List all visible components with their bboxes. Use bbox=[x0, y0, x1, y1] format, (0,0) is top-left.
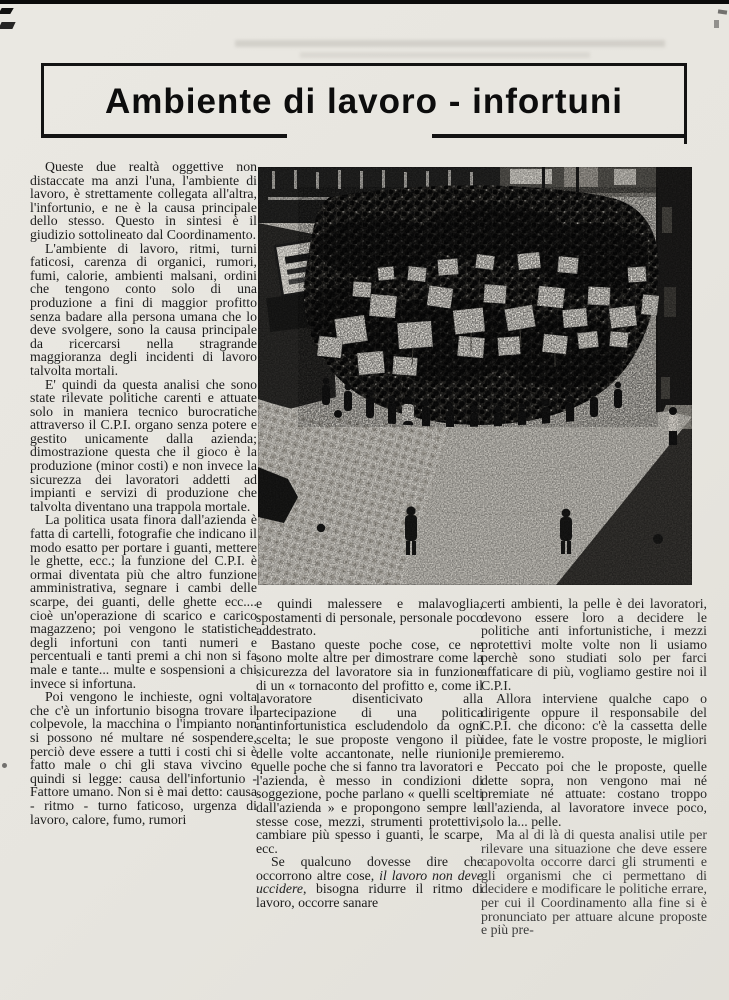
article-column-3 bbox=[481, 597, 707, 937]
scan-artifact-mark bbox=[0, 22, 16, 29]
demonstration-photo-graphic bbox=[258, 167, 692, 585]
paragraph-with-italic bbox=[256, 855, 483, 909]
paragraph: Ma al di là di questa analisi utile per rilevare una situazione che deve essere capovolta occorre darci gli strumenti e gli organismi che ci permettano di decidere e modificare le politiche errare, per cui il Coordinamento alla fine si è pronunciato per attuare alcune proposte e più pre- bbox=[481, 827, 707, 938]
paragraph: E' quindi da questa analisi che sono state rilevate politiche carenti e attuate solo in maniera tecnico burocratiche attraverso il C.P.I. organo senza potere e gestito unicamente dalla azienda; dimostrazione questa che il gioco è la produzione (minor costi) e non invece la sicurezza dei lavoratori addetti ad impianti e servizi di produzione che talvolta diventano una trappola mortale. bbox=[30, 376, 257, 514]
article-title-box bbox=[41, 63, 687, 134]
paragraph-text: Se qualcuno dovesse dire che occorrono altre cose, bbox=[256, 854, 483, 883]
title-rule-left bbox=[41, 134, 287, 138]
article-column-2 bbox=[256, 597, 483, 910]
paragraph-text: , bisogna ridurre il ritmo di lavoro, occorre sanare bbox=[256, 881, 483, 911]
paragraph: certi ambienti, la pelle è dei lavoratori, devono essere loro a decidere le politiche anti infortunistiche, i mezzi protettivi molte volte non li usiamo perchè sono studiati solo per farci affaticare di più, vogliamo gestire noi il C.P.I. bbox=[481, 596, 707, 693]
paragraph: e quindi malessere e malavoglia, spostamenti di personale, personale poco addestrato. bbox=[256, 596, 483, 639]
paragraph: La politica usata finora dall'azienda è fatta di cartelli, fotografie che indicano il modo esatto per portare i guanti, mettere le ghette, ecc.; la funzione del C.P.I. è ormai diventata più che altro funzione amministrativa, segnare i cambi delle scarpe, dei guanti, delle ghette ecc.... cioè un'operazione di scarico e carico magazzeno; poi vengono le statistiche degli infortuni con tanti numeri e percentuali e tanti premi a chi non si fa male e tante... multe e sospensioni a chi invece si infortuna. bbox=[30, 512, 257, 691]
scan-artifact-top-strip bbox=[0, 0, 729, 4]
article-column-1 bbox=[30, 160, 257, 826]
title-box-corner bbox=[684, 134, 687, 144]
paragraph: Bastano queste poche cose, ce ne sono molte altre per dimostrare come la sicurezza del lavoratore sia in funzione di un « tornaconto del profitto e, come il lavoratore disenticivato alla partecipazione di una politica antinfortunistica escludendolo da ogni scelta; le sue proposte vengono il più delle volte accantonate, nelle riunioni, quelle poche che si fanno tra lavoratori e l'azienda, è messo in condizioni di soggezione, poche parlano « quelli scelti dall'azienda » e propongono sempre le stesse cose, mezzi, strumenti protettivi, cambiare più spesso i guanti, le scarpe, ecc. bbox=[256, 636, 483, 856]
paragraph: Allora interviene qualche capo o dirigente oppure il responsabile del C.P.I. che dicono: c'è la cassetta delle idee, fate le vostre proposte, le migliori le premieremo. bbox=[481, 691, 707, 761]
paragraph: L'ambiente di lavoro, ritmi, turni faticosi, carenza di organici, rumori, fumi, calorie, ambienti malsani, ordini che tengono conto solo di una produzione a fini di maggior profitto senza badare alla persona umana che lo deve svolgere, sono la causa principale da ricercarsi nella stragrande maggioranza degli incidenti di lavoro talvolta mortali. bbox=[30, 240, 257, 378]
scan-artifact-mark bbox=[718, 9, 727, 14]
italic-phrase: il lavoro non deve uccidere bbox=[256, 867, 483, 897]
article-title: Ambiente di lavoro - infortuni bbox=[104, 81, 624, 121]
scan-artifact-mark bbox=[2, 763, 7, 768]
scan-artifact-mark bbox=[714, 20, 719, 28]
paragraph: Queste due realtà oggettive non distaccate ma anzi l'una, l'ambiente di lavoro, è strettamente collegata all'altra, l'infortunio, e ne è la causa principale dello stesso. Questo in sintesi è il giudizio sottolineato dal Coordinamento. bbox=[30, 159, 257, 242]
ink-bleedthrough bbox=[235, 40, 665, 47]
paragraph: Poi vengono le inchieste, ogni volta che c'è un infortunio bisogna trovare il colpevole, la macchina o l'impianto non si possono né multare né sospendere, perciò deve essere a tutti i costi chi si è fatto male o chi gli stava vivcino e quindi si legge: causa dell'infortunio - Fattore umano. Non si è mai detto: causa - ritmo - turno faticoso, urgenza di lavoro, calore, fumo, rumori bbox=[30, 689, 257, 827]
demonstration-photo bbox=[258, 167, 692, 585]
scan-artifact-mark bbox=[0, 8, 14, 14]
paragraph: Peccato poi che le proposte, quelle dette sopra, non vengono mai né premiate né attuate: costano troppo all'azienda, al lavoratore invece poco, solo la... pelle. bbox=[481, 759, 707, 829]
ink-bleedthrough bbox=[300, 52, 590, 58]
title-rule-right bbox=[432, 134, 687, 138]
